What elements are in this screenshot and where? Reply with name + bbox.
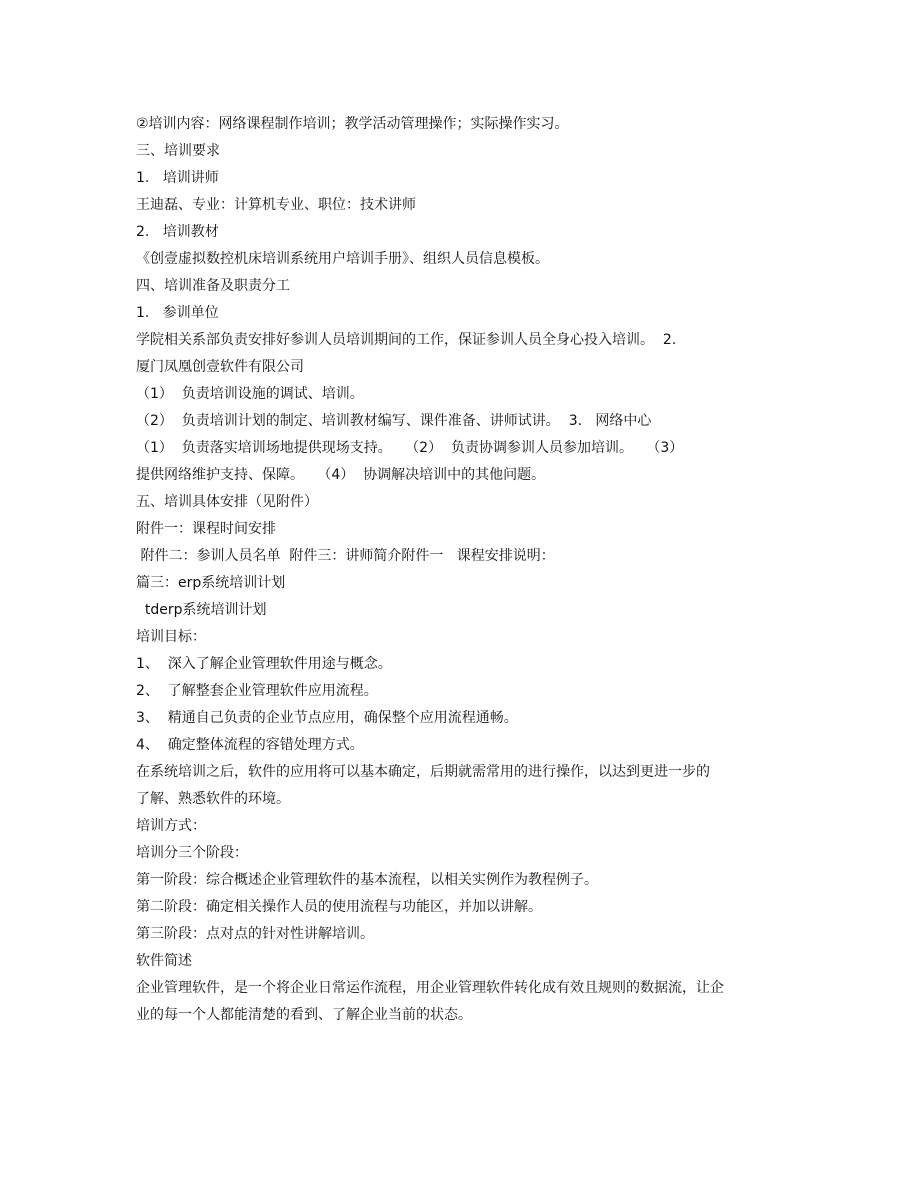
document-body <box>136 111 796 1029</box>
text-line: 厦门凤凰创壹软件有限公司 <box>136 359 304 375</box>
text-line: 1. 参训单位 <box>136 305 219 321</box>
text-line: 培训分三个阶段： <box>136 845 248 861</box>
list-item: 2、 了解整套企业管理软件应用流程。 <box>136 683 378 699</box>
section-heading: 三、培训要求 <box>136 143 220 159</box>
section-heading: 软件简述 <box>136 953 192 969</box>
text-line: 在系统培训之后，软件的应用将可以基本确定，后期就需常用的进行操作，以达到更进一步的 <box>136 764 710 780</box>
text-line: 提供网络维护支持、保障。 （4） 协调解决培训中的其他问题。 <box>136 467 546 483</box>
text-line: 《创壹虚拟数控机床培训系统用户培训手册》、组织人员信息模板。 <box>136 251 549 267</box>
text-line: 第三阶段：点对点的针对性讲解培训。 <box>136 926 374 942</box>
text-line: （1） 负责落实培训场地提供现场支持。 （2） 负责协调参训人员参加培训。 （3） <box>136 440 684 456</box>
list-item: 1、 深入了解企业管理软件用途与概念。 <box>136 656 392 672</box>
list-item: 3、 精通自己负责的企业节点应用，确保整个应用流程通畅。 <box>136 710 518 726</box>
section-heading: 五、培训具体安排（见附件） <box>136 494 318 510</box>
text-line: 王迪磊、专业：计算机专业、职位：技术讲师 <box>136 197 416 213</box>
text-line: （1） 负责培训设施的调试、培训。 <box>136 386 364 402</box>
section-heading: 四、培训准备及职责分工 <box>136 278 290 294</box>
text-line: 培训目标： <box>136 629 206 645</box>
text-line: 附件一：课程时间安排 <box>136 521 276 537</box>
text-line: ②培训内容：网络课程制作培训；教学活动管理操作；实际操作实习。 <box>136 116 569 132</box>
text-line: 第一阶段：综合概述企业管理软件的基本流程，以相关实例作为教程例子。 <box>136 872 598 888</box>
text-line: 了解、熟悉软件的环境。 <box>136 791 290 807</box>
text-line: 培训方式： <box>136 818 206 834</box>
document-title: tderp系统培训计划 <box>136 602 267 618</box>
text-line: 2. 培训教材 <box>136 224 219 240</box>
list-item: 4、 确定整体流程的容错处理方式。 <box>136 737 364 753</box>
text-line: 附件二：参训人员名单 附件三：讲师简介附件一 课程安排说明： <box>136 548 555 564</box>
text-line: 第二阶段：确定相关操作人员的使用流程与功能区，并加以讲解。 <box>136 899 542 915</box>
text-line: （2） 负责培训计划的制定、培训教材编写、课件准备、讲师试讲。 3. 网络中心 <box>136 413 652 429</box>
text-line: 业的每一个人都能清楚的看到、了解企业当前的状态。 <box>136 1007 472 1023</box>
text-line: 学院相关系部负责安排好参训人员培训期间的工作，保证参训人员全身心投入培训。 2. <box>136 332 677 348</box>
section-heading: 篇三：erp系统培训计划 <box>136 575 286 591</box>
text-line: 1. 培训讲师 <box>136 170 219 186</box>
text-line: 企业管理软件，是一个将企业日常运作流程，用企业管理软件转化成有效且规则的数据流，让企 <box>136 980 724 996</box>
